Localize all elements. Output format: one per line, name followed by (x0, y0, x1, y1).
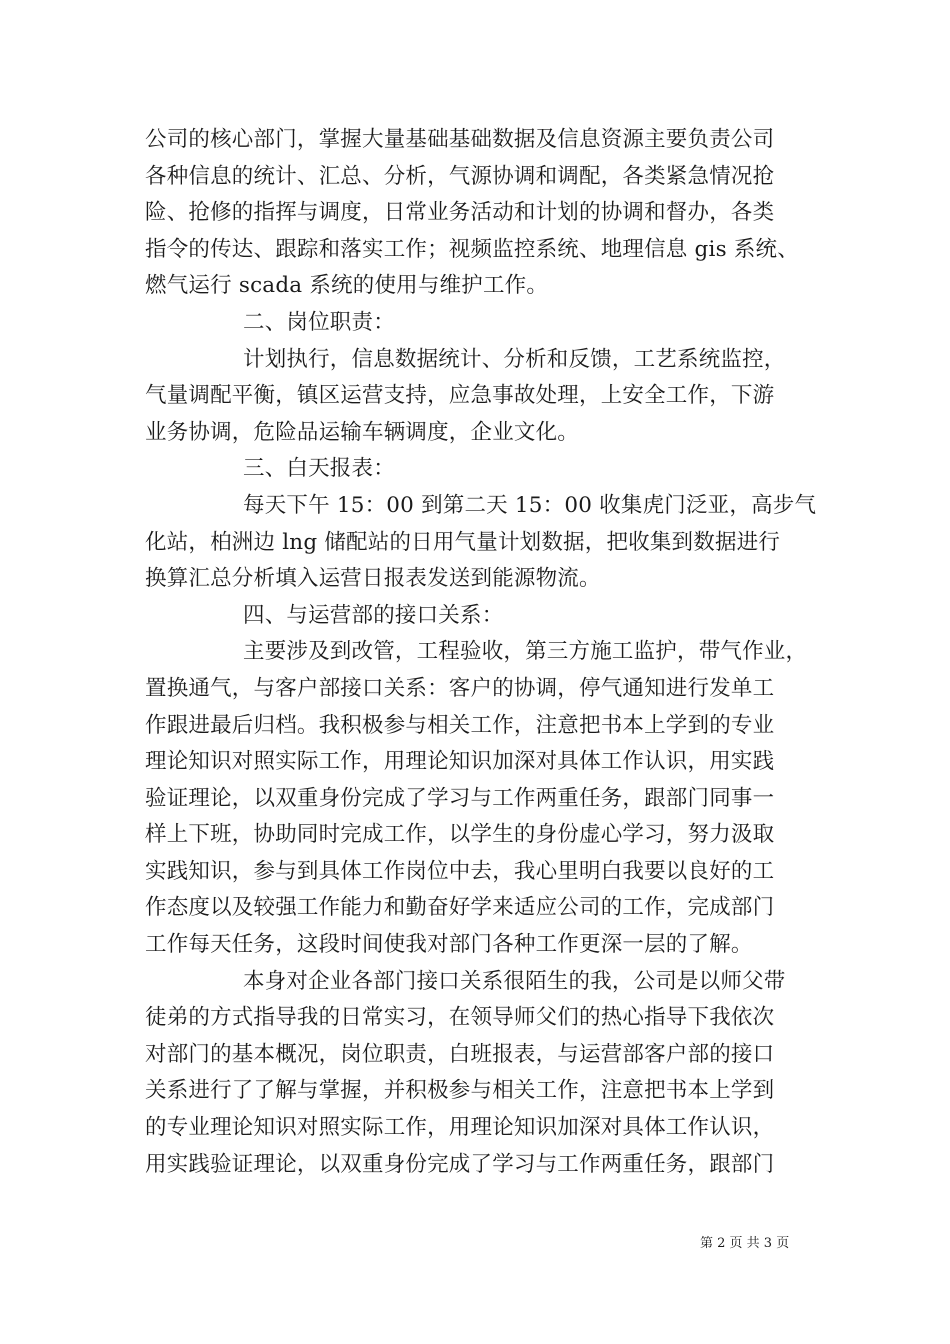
body-text-line: 燃气运行 scada 系统的使用与维护工作。 (145, 273, 549, 299)
body-text-line: 气量调配平衡，镇区运营支持，应急事故处理，上安全工作，下游 (145, 383, 775, 409)
body-text-line: 险、抢修的指挥与调度，日常业务活动和计划的协调和督办，各类 (145, 200, 775, 226)
page-number-footer: 第 2 页 共 3 页 (700, 1236, 790, 1251)
body-text-line: 每天下午 15：00 到第二天 15：00 收集虎门泛亚，高步气 (243, 492, 817, 518)
body-text-line: 徒弟的方式指导我的日常实习，在领导师父们的热心指导下我依次 (145, 1005, 775, 1031)
body-text-line: 公司的核心部门，掌握大量基础基础数据及信息资源主要负责公司 (145, 127, 775, 152)
body-text-line: 各种信息的统计、汇总、分析，气源协调和调配，各类紧急情况抢 (145, 163, 775, 189)
body-text-line: 化站，柏洲边 lng 储配站的日用气量计划数据，把收集到数据进行 (145, 529, 781, 555)
body-text-line: 置换通气，与客户部接口关系：客户的协调，停气通知进行发单工 (145, 675, 775, 701)
body-text-line: 样上下班，协助同时完成工作，以学生的身份虚心学习，努力汲取 (145, 822, 775, 848)
body-text-line: 实践知识，参与到具体工作岗位中去，我心里明白我要以良好的工 (145, 858, 775, 884)
body-text-line: 作态度以及较强工作能力和勤奋好学来适应公司的工作，完成部门 (145, 895, 775, 921)
document-body (145, 122, 825, 1183)
body-text-line: 主要涉及到改管，工程验收，第三方施工监护，带气作业， (243, 639, 808, 665)
body-text-line: 作跟进最后归档。我积极参与相关工作，注意把书本上学到的专业 (145, 712, 775, 738)
body-text-line: 对部门的基本概况，岗位职责，白班报表，与运营部客户部的接口 (145, 1041, 775, 1067)
body-text-line: 业务协调，危险品运输车辆调度，企业文化。 (145, 419, 580, 445)
body-text-line: 换算汇总分析填入运营日报表发送到能源物流。 (145, 566, 601, 592)
body-text-line: 二、岗位职责： (243, 309, 395, 335)
body-text-line: 关系进行了了解与掌握，并积极参与相关工作，注意把书本上学到 (145, 1078, 775, 1104)
body-text-line: 用实践验证理论，以双重身份完成了学习与工作两重任务，跟部门 (145, 1151, 775, 1177)
body-text-line: 本身对企业各部门接口关系很陌生的我，公司是以师父带 (243, 968, 786, 994)
body-text-line: 三、白天报表： (243, 456, 395, 482)
body-text-line: 指令的传达、跟踪和落实工作；视频监控系统、地理信息 gis 系统、 (145, 236, 799, 262)
body-text-line: 验证理论，以双重身份完成了学习与工作两重任务，跟部门同事一 (145, 785, 775, 811)
body-text-line: 的专业理论知识对照实际工作，用理论知识加深对具体工作认识， (145, 1115, 775, 1141)
body-text-line: 理论知识对照实际工作，用理论知识加深对具体工作认识，用实践 (145, 749, 775, 775)
body-text-line: 四、与运营部的接口关系： (243, 602, 504, 628)
body-text-line: 计划执行，信息数据统计、分析和反馈，工艺系统监控， (243, 346, 786, 372)
body-text-line: 工作每天任务，这段时间使我对部门各种工作更深一层的了解。 (145, 932, 753, 958)
